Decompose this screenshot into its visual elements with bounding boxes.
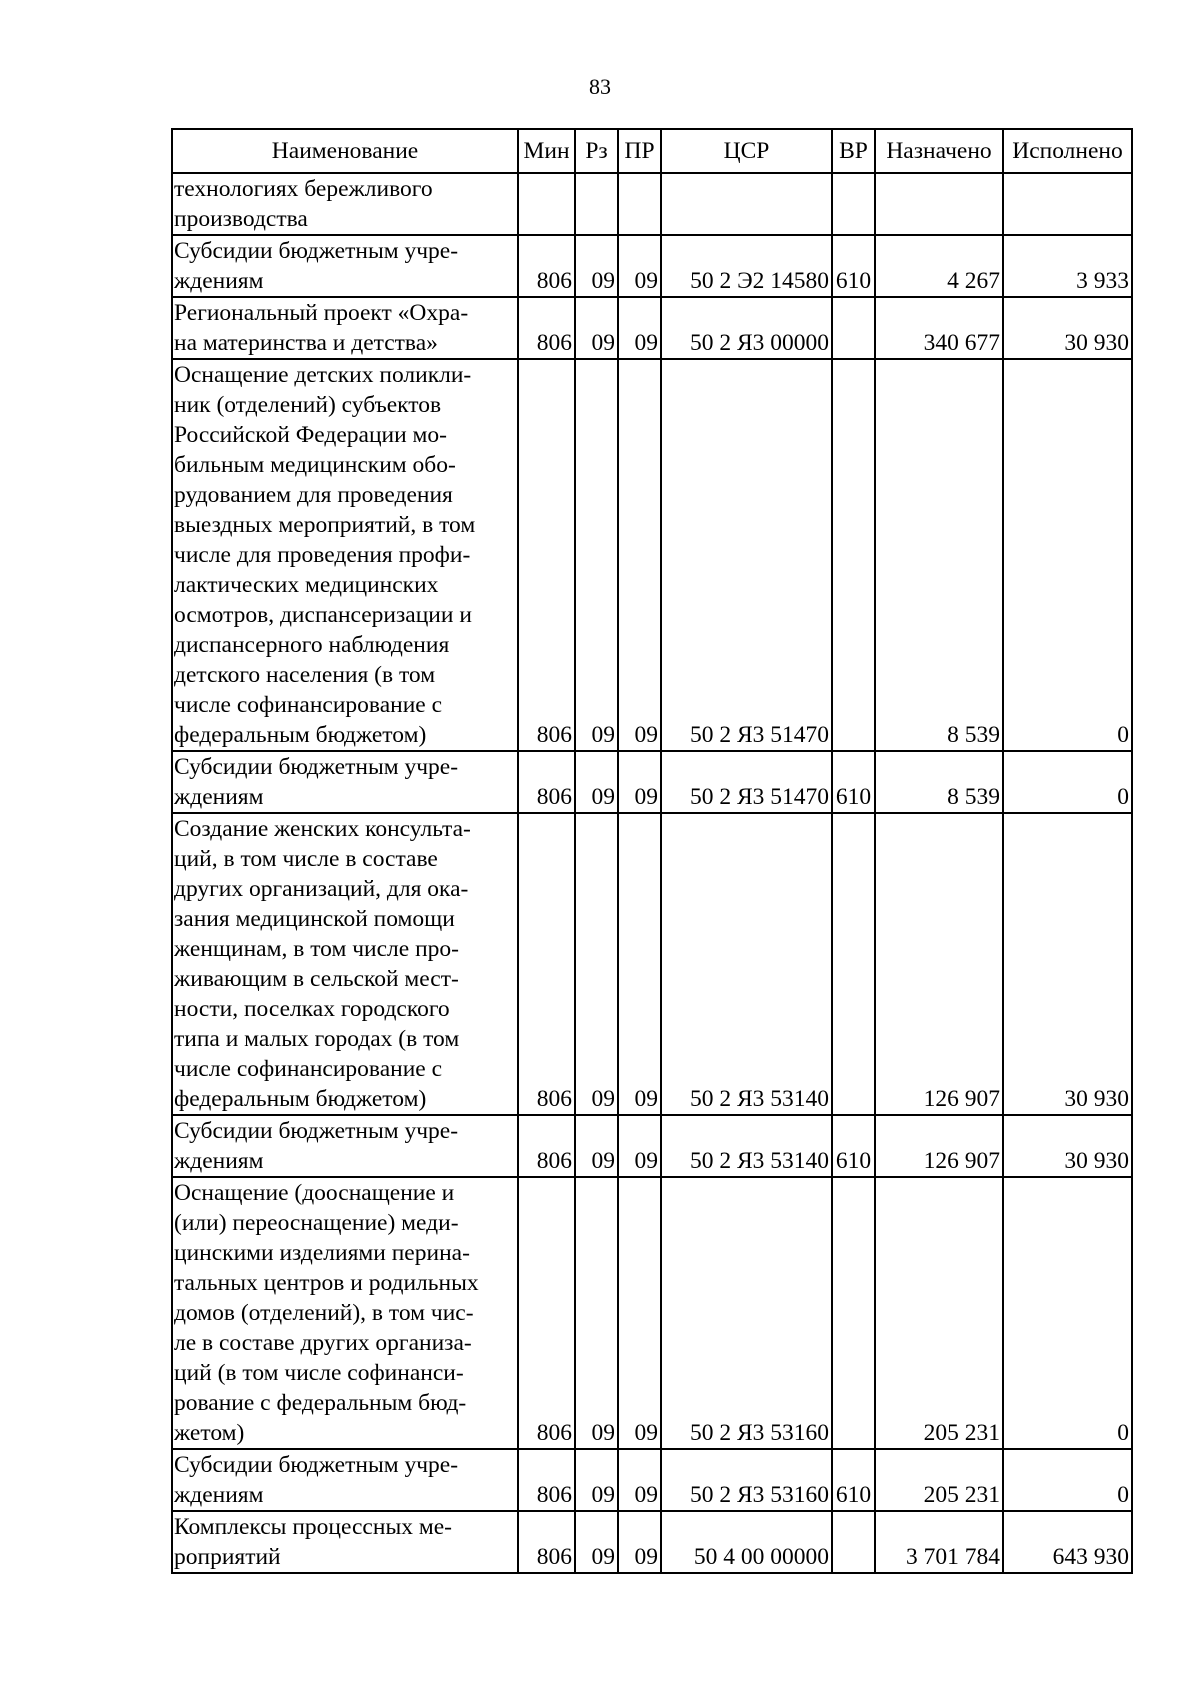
cell-min: 806 (518, 1449, 575, 1511)
cell-name: технологиях бережливого производства (172, 173, 518, 235)
cell-pr: 09 (618, 1449, 661, 1511)
table-header-row (172, 129, 1132, 173)
cell-assigned: 205 231 (875, 1449, 1003, 1511)
cell-csr: 50 2 Я3 00000 (661, 297, 832, 359)
cell-vr: 610 (832, 1115, 875, 1177)
cell-assigned: 4 267 (875, 235, 1003, 297)
cell-csr: 50 2 Я3 51470 (661, 751, 832, 813)
cell-executed (1003, 173, 1132, 235)
cell-vr: 610 (832, 751, 875, 813)
cell-min: 806 (518, 297, 575, 359)
cell-vr: 610 (832, 1449, 875, 1511)
cell-pr: 09 (618, 235, 661, 297)
cell-name: Субсидии бюджетным учре- ждениям (172, 235, 518, 297)
cell-name: Субсидии бюджетным учре- ждениям (172, 1115, 518, 1177)
cell-pr: 09 (618, 813, 661, 1115)
table-row (172, 1449, 1132, 1511)
table-row (172, 751, 1132, 813)
cell-csr: 50 2 Я3 53160 (661, 1177, 832, 1449)
cell-assigned: 340 677 (875, 297, 1003, 359)
cell-rz: 09 (575, 1177, 618, 1449)
header-rz: Рз (575, 129, 618, 173)
header-min: Мин (518, 129, 575, 173)
cell-min: 806 (518, 1511, 575, 1573)
cell-executed: 30 930 (1003, 813, 1132, 1115)
cell-pr: 09 (618, 751, 661, 813)
cell-csr: 50 2 Я3 53140 (661, 813, 832, 1115)
cell-vr (832, 1177, 875, 1449)
cell-csr: 50 4 00 00000 (661, 1511, 832, 1573)
header-vr: ВР (832, 129, 875, 173)
cell-executed: 0 (1003, 751, 1132, 813)
cell-vr (832, 813, 875, 1115)
cell-min: 806 (518, 1115, 575, 1177)
cell-assigned: 205 231 (875, 1177, 1003, 1449)
cell-rz: 09 (575, 235, 618, 297)
cell-name: Субсидии бюджетным учре- ждениям (172, 751, 518, 813)
table-row (172, 235, 1132, 297)
cell-rz: 09 (575, 1115, 618, 1177)
cell-vr (832, 1511, 875, 1573)
cell-pr: 09 (618, 1177, 661, 1449)
cell-rz (575, 173, 618, 235)
cell-rz: 09 (575, 1511, 618, 1573)
table-row (172, 173, 1132, 235)
header-executed: Исполнено (1003, 129, 1132, 173)
cell-executed: 0 (1003, 1177, 1132, 1449)
table-row (172, 1115, 1132, 1177)
cell-executed: 0 (1003, 359, 1132, 751)
cell-rz: 09 (575, 813, 618, 1115)
cell-rz: 09 (575, 1449, 618, 1511)
cell-min (518, 173, 575, 235)
cell-name: Создание женских консульта- ций, в том числе в составе других организаций, для ока- зания медицинской помощи женщинам, в том числе про- живающим в сельской мест- ности, поселках городского типа и малых городах (в том числе софинансирование с федеральным бюджетом) (172, 813, 518, 1115)
cell-vr (832, 359, 875, 751)
cell-name: Региональный проект «Охра- на материнства и детства» (172, 297, 518, 359)
cell-executed: 30 930 (1003, 1115, 1132, 1177)
cell-pr (618, 173, 661, 235)
cell-csr: 50 2 Э2 14580 (661, 235, 832, 297)
cell-min: 806 (518, 813, 575, 1115)
cell-name: Субсидии бюджетным учре- ждениям (172, 1449, 518, 1511)
cell-rz: 09 (575, 297, 618, 359)
header-assigned: Назначено (875, 129, 1003, 173)
table-row (172, 813, 1132, 1115)
cell-executed: 643 930 (1003, 1511, 1132, 1573)
cell-assigned: 126 907 (875, 813, 1003, 1115)
page-number: 83 (589, 74, 611, 99)
cell-name: Комплексы процессных ме- роприятий (172, 1511, 518, 1573)
cell-rz: 09 (575, 751, 618, 813)
cell-pr: 09 (618, 1115, 661, 1177)
cell-executed: 3 933 (1003, 235, 1132, 297)
cell-vr (832, 297, 875, 359)
cell-min: 806 (518, 1177, 575, 1449)
cell-csr (661, 173, 832, 235)
header-pr: ПР (618, 129, 661, 173)
cell-assigned: 8 539 (875, 751, 1003, 813)
cell-vr: 610 (832, 235, 875, 297)
cell-assigned: 8 539 (875, 359, 1003, 751)
cell-csr: 50 2 Я3 51470 (661, 359, 832, 751)
table-row (172, 359, 1132, 751)
cell-assigned: 126 907 (875, 1115, 1003, 1177)
cell-min: 806 (518, 751, 575, 813)
cell-csr: 50 2 Я3 53160 (661, 1449, 832, 1511)
cell-name: Оснащение (дооснащение и (или) переоснащение) меди- цинскими изделиями перина- тальных центров и родильных домов (отделений), в том чис- ле в составе других организа- ций (в том числе софинанси- рование с федеральным бюд- жетом) (172, 1177, 518, 1449)
cell-pr: 09 (618, 359, 661, 751)
header-name: Наименование (172, 129, 518, 173)
table-row (172, 1177, 1132, 1449)
cell-assigned (875, 173, 1003, 235)
cell-rz: 09 (575, 359, 618, 751)
cell-min: 806 (518, 235, 575, 297)
header-csr: ЦСР (661, 129, 832, 173)
cell-name: Оснащение детских поликли- ник (отделений) субъектов Российской Федерации мо- бильным медицинским обо- рудованием для проведения выездных мероприятий, в том числе для проведения профи- лактических медицинских осмотров, диспансеризации и диспансерного наблюдения детского населения (в том числе софинансирование с федеральным бюджетом) (172, 359, 518, 751)
cell-executed: 30 930 (1003, 297, 1132, 359)
cell-pr: 09 (618, 1511, 661, 1573)
cell-vr (832, 173, 875, 235)
cell-executed: 0 (1003, 1449, 1132, 1511)
table-row (172, 1511, 1132, 1573)
table-row (172, 297, 1132, 359)
cell-assigned: 3 701 784 (875, 1511, 1003, 1573)
cell-pr: 09 (618, 297, 661, 359)
cell-min: 806 (518, 359, 575, 751)
budget-table (171, 128, 1133, 1574)
cell-csr: 50 2 Я3 53140 (661, 1115, 832, 1177)
